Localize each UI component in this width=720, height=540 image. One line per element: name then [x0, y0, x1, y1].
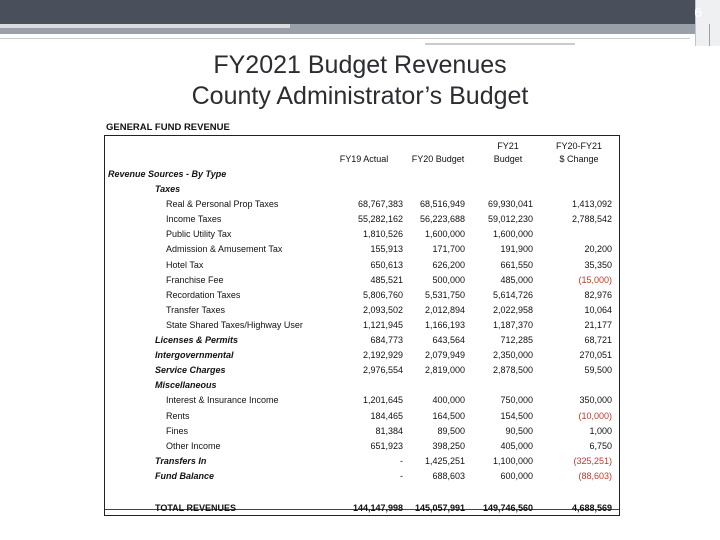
cell-fy19: 155,913 — [370, 244, 403, 255]
table-row — [105, 184, 619, 199]
cell-change: 270,051 — [579, 350, 612, 361]
table-row — [105, 365, 619, 380]
cell-fy21: 90,500 — [505, 425, 533, 436]
cell-fy21: 1,100,000 — [492, 455, 533, 466]
table-row — [105, 350, 619, 365]
slide-header-bar — [0, 0, 720, 24]
slide-title-line-2: County Administrator’s Budget — [191, 82, 529, 110]
row-label: Taxes — [155, 184, 181, 194]
table-row — [105, 305, 619, 320]
table-row — [105, 229, 619, 244]
row-label: Interest & Insurance Income — [166, 395, 279, 406]
cell-change: 21,177 — [584, 319, 612, 330]
cell-fy19: 485,521 — [370, 274, 403, 285]
row-label: Public Utility Tax — [166, 229, 232, 240]
row-label: Service Charges — [155, 365, 226, 376]
table-row — [105, 411, 619, 426]
row-label: Transfers In — [155, 455, 207, 466]
section-row — [105, 169, 619, 184]
cell-change: (10,000) — [578, 410, 612, 421]
cell-fy19: 684,773 — [370, 335, 403, 345]
cell-fy19: 2,976,554 — [362, 365, 403, 376]
section-label: Revenue Sources - By Type — [108, 169, 227, 179]
table-row — [105, 275, 619, 290]
cell-fy21: 1,600,000 — [492, 229, 533, 240]
row-label: Other Income — [166, 440, 221, 451]
total-row — [105, 503, 619, 518]
cell-change: 10,064 — [584, 304, 612, 315]
cell-fy19: 81,384 — [375, 425, 403, 436]
table-row — [105, 471, 619, 486]
cell-fy19: - — [400, 455, 403, 466]
total-fy21: 149,746,560 — [482, 503, 533, 513]
cell-fy19: 184,465 — [370, 410, 403, 421]
divider-line-short — [425, 43, 575, 45]
cell-fy19: 2,192,929 — [362, 350, 403, 361]
cell-change: (15,000) — [578, 274, 612, 285]
cell-change: 20,200 — [584, 244, 612, 255]
row-label: Real & Personal Prop Taxes — [166, 199, 279, 210]
table-row — [105, 214, 619, 229]
row-label: Miscellaneous — [155, 380, 217, 391]
table-row — [105, 335, 619, 350]
cell-fy21: 485,000 — [500, 274, 533, 285]
cell-fy20: 688,603 — [432, 470, 465, 481]
header-fy19: FY19 Actual — [339, 154, 389, 164]
cell-fy20: 400,000 — [432, 395, 465, 406]
cell-fy20: 398,250 — [432, 440, 465, 451]
total-change: 4,688,569 — [571, 503, 612, 513]
cell-fy20: 1,166,193 — [424, 319, 465, 330]
cell-fy19: - — [400, 470, 403, 481]
slide-accent-highlight — [0, 24, 290, 28]
cell-fy20: 5,531,750 — [424, 289, 465, 300]
cell-fy21: 2,878,500 — [492, 365, 533, 376]
cell-fy20: 2,012,894 — [424, 304, 465, 315]
cell-change: 35,350 — [584, 259, 612, 270]
cell-fy21: 1,187,370 — [492, 319, 533, 330]
total-fy19: 144,147,998 — [352, 503, 403, 513]
header-fy21-line1: FY21 — [497, 141, 519, 151]
table-row — [105, 320, 619, 335]
table-row — [105, 380, 619, 395]
cell-change: 59,500 — [584, 365, 612, 376]
cell-fy19: 1,121,945 — [362, 319, 403, 330]
total-label: TOTAL REVENUES — [155, 503, 237, 513]
cell-fy19: 650,613 — [370, 259, 403, 270]
cell-fy20: 2,079,949 — [424, 350, 465, 361]
row-label: Fund Balance — [155, 470, 215, 481]
row-label: Franchise Fee — [166, 274, 224, 285]
cell-fy21: 2,350,000 — [492, 350, 533, 361]
slide-title — [100, 50, 620, 112]
cell-fy20: 89,500 — [437, 425, 465, 436]
cell-change: 6,750 — [589, 440, 612, 451]
header-fy20: FY20 Budget — [411, 154, 465, 164]
cell-fy21: 405,000 — [500, 440, 533, 451]
cell-fy21: 154,500 — [500, 410, 533, 421]
cell-fy20: 1,600,000 — [424, 229, 465, 240]
cell-change: 350,000 — [579, 395, 612, 406]
cell-fy20: 500,000 — [432, 274, 465, 285]
cell-fy20: 1,425,251 — [424, 455, 465, 466]
row-label: Intergovernmental — [155, 350, 234, 361]
cell-fy19: 2,093,502 — [362, 304, 403, 315]
divider-line — [0, 38, 690, 39]
cell-fy21: 600,000 — [500, 470, 533, 481]
cell-fy20: 56,223,688 — [419, 214, 465, 225]
row-label: Licenses & Permits — [155, 335, 239, 345]
cell-fy20: 164,500 — [432, 410, 465, 421]
table-caption: GENERAL FUND REVENUE — [106, 122, 230, 133]
table-row — [105, 395, 619, 410]
table-frame — [104, 135, 620, 516]
table-row — [105, 456, 619, 471]
cell-fy21: 191,900 — [500, 244, 533, 255]
cell-fy21: 69,930,041 — [487, 199, 533, 210]
cell-change: 82,976 — [584, 289, 612, 300]
row-label: Admission & Amusement Tax — [166, 244, 283, 255]
table-row — [105, 290, 619, 305]
row-label: Fines — [166, 425, 189, 436]
row-label: Transfer Taxes — [166, 304, 226, 315]
row-label: Rents — [166, 410, 190, 421]
row-label: Income Taxes — [166, 214, 222, 225]
cell-change: 1,000 — [589, 425, 612, 436]
cell-fy20: 171,700 — [432, 244, 465, 255]
row-label: Recordation Taxes — [166, 289, 241, 300]
cell-change: 68,721 — [584, 335, 612, 345]
slide-number: 6 — [694, 4, 702, 20]
cell-fy21: 712,285 — [500, 335, 533, 345]
table-row — [105, 199, 619, 214]
cell-change: 1,413,092 — [571, 199, 612, 210]
cell-fy19: 1,201,645 — [362, 395, 403, 406]
table-row — [105, 260, 619, 275]
row-label: State Shared Taxes/Highway User — [166, 319, 303, 330]
cell-fy21: 750,000 — [500, 395, 533, 406]
table-row — [105, 244, 619, 259]
cell-fy19: 1,810,526 — [362, 229, 403, 240]
cell-fy20: 626,200 — [432, 259, 465, 270]
slide-title-line-1: FY2021 Budget Revenues — [213, 51, 507, 79]
cell-fy21: 661,550 — [500, 259, 533, 270]
cell-fy21: 2,022,958 — [492, 304, 533, 315]
cell-fy20: 2,819,000 — [424, 365, 465, 376]
revenue-table — [104, 121, 620, 516]
total-fy20: 145,057,991 — [414, 503, 465, 513]
table-row — [105, 426, 619, 441]
cell-fy19: 651,923 — [370, 440, 403, 451]
cell-fy20: 68,516,949 — [419, 199, 465, 210]
cell-fy19: 5,806,760 — [362, 289, 403, 300]
cell-fy19: 55,282,162 — [357, 214, 403, 225]
table-row — [105, 441, 619, 456]
cell-fy19: 68,767,383 — [357, 199, 403, 210]
cell-change: (325,251) — [573, 455, 612, 466]
header-fy21-line2: Budget — [493, 154, 523, 164]
cell-change: 2,788,542 — [571, 214, 612, 225]
cell-fy20: 643,564 — [432, 335, 465, 345]
header-change-line1: FY20-FY21 — [555, 141, 603, 151]
slide-corner-rail-line — [709, 24, 710, 46]
header-change-line2: $ Change — [559, 154, 599, 164]
cell-change: (88,603) — [578, 470, 612, 481]
cell-fy21: 5,614,726 — [492, 289, 533, 300]
cell-fy21: 59,012,230 — [487, 214, 533, 225]
row-label: Hotel Tax — [166, 259, 204, 270]
